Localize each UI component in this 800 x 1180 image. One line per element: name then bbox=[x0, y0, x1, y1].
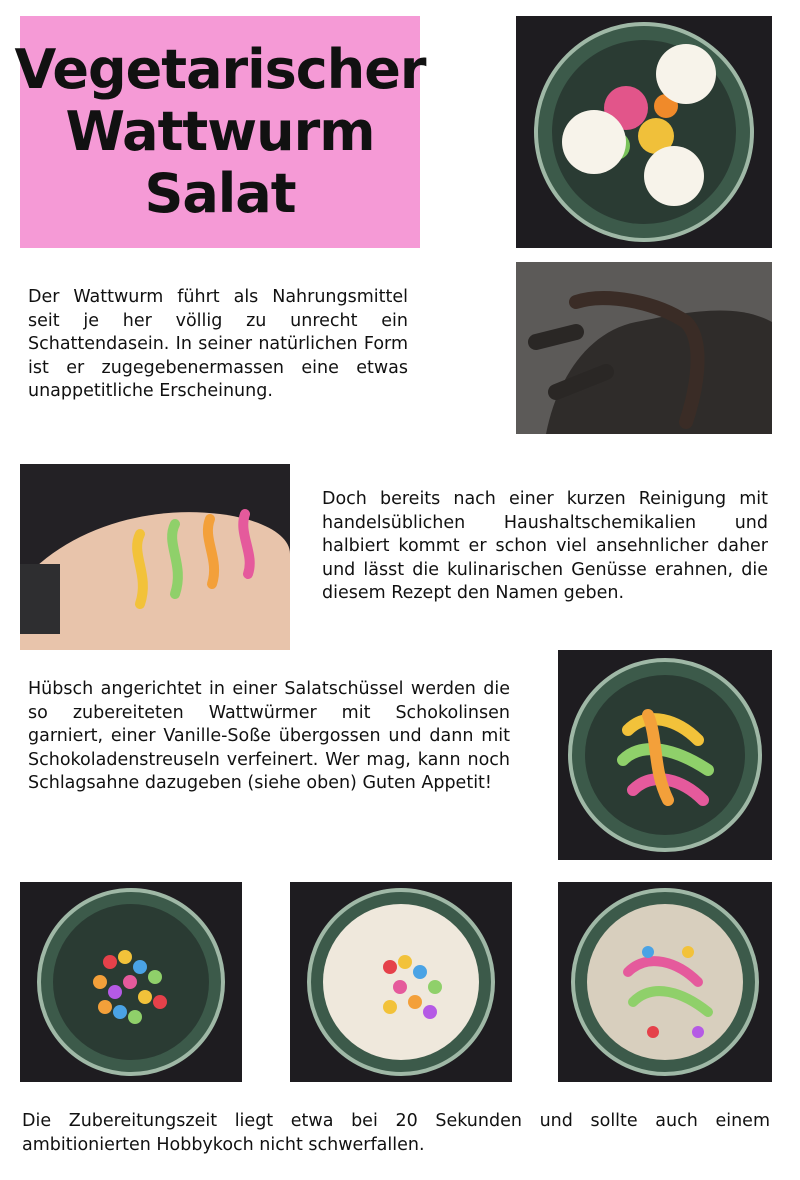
closing-paragraph: Die Zubereitungszeit liegt etwa bei 20 Sekunden und sollte auch einem ambitionierten Hobbykoch nicht schwerfallen. bbox=[22, 1111, 770, 1155]
cleaning-paragraph: Doch bereits nach einer kurzen Reinigung mit handelsüblichen Haushaltschemikalien und halbiert kommt er schon viel ansehnlicher daher und lässt die kulinarischen Genüsse erahnen, die diesem Rezept den Namen geben. bbox=[322, 489, 768, 603]
photo-bowl-chocolate-sprinkles bbox=[558, 882, 772, 1082]
photo-bowl-gummy-worms bbox=[558, 650, 772, 860]
serving-paragraph: Hübsch angerichtet in einer Salatschüssel werden die so zubereiteten Wattwürmer mit Schokolinsen garniert, einer Vanille-Soße übergossen und dann mit Schokoladenstreuseln verfeinert. Wer mag, kann noch Schlagsahne dazugeben (siehe oben) Guten Appetit! bbox=[28, 679, 510, 793]
title-line-1: Vegetarischer bbox=[14, 38, 426, 101]
photo-lugworm-hand bbox=[516, 262, 772, 434]
photo-bowl-chocolate-lentils bbox=[20, 882, 242, 1082]
photo-bowl-whipped-cream bbox=[516, 16, 772, 248]
title-line-3: Salat bbox=[144, 162, 296, 225]
photo-bowl-vanilla-sauce bbox=[290, 882, 512, 1082]
page-title bbox=[15, 39, 426, 225]
intro-paragraph: Der Wattwurm führt als Nahrungsmittel seit je her völlig zu unrecht ein Schattendasein. In seiner natürlichen Form ist er zugegebenermassen eine etwas unappetitliche Erscheinung. bbox=[28, 287, 408, 401]
photo-gummy-worms-hand bbox=[20, 464, 290, 650]
title-line-2: Wattwurm bbox=[65, 100, 375, 163]
title-banner bbox=[14, 16, 426, 248]
